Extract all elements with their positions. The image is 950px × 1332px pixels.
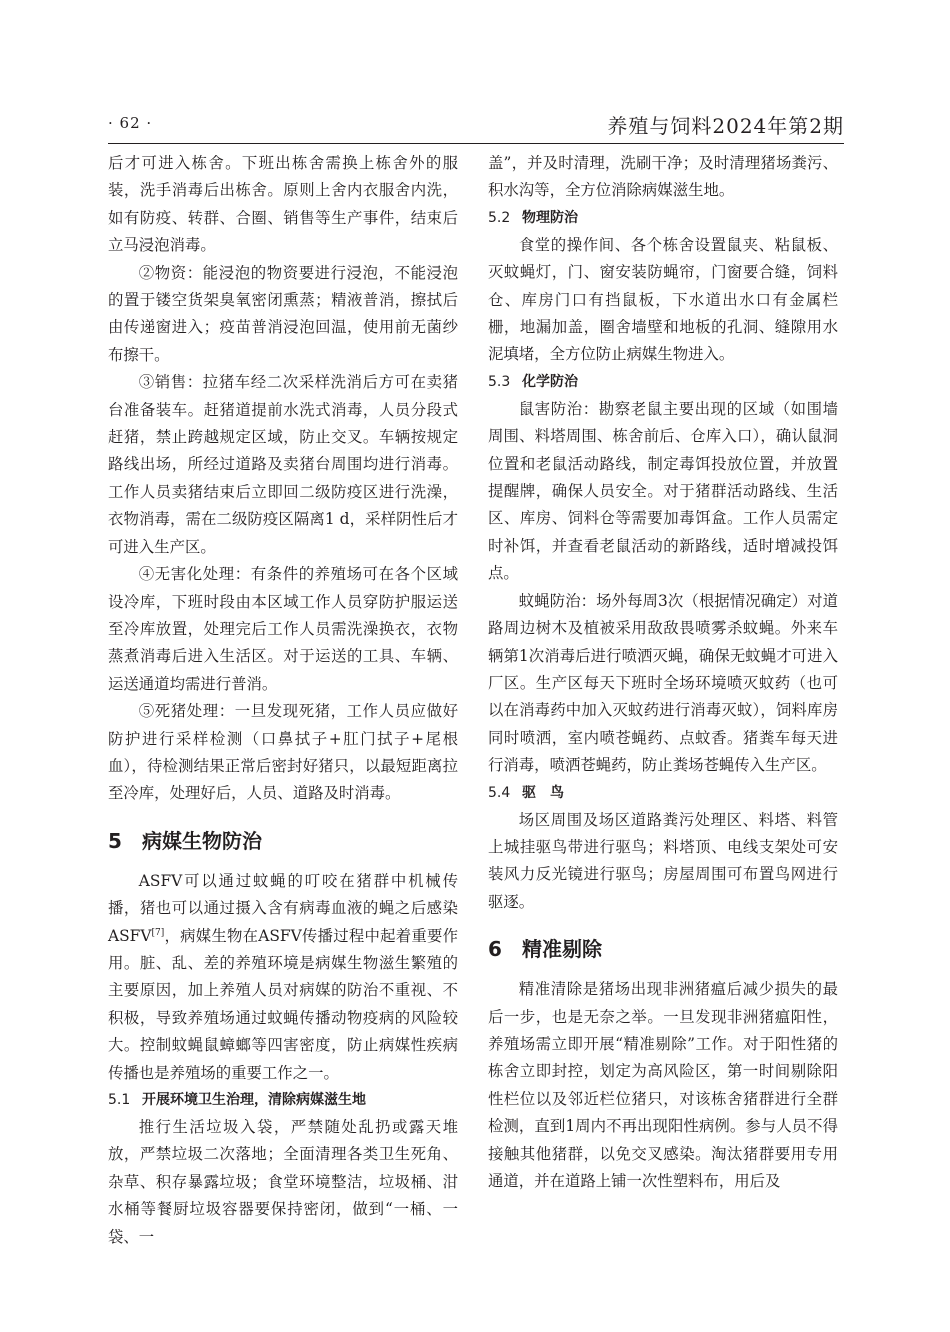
header-rule — [108, 143, 844, 144]
subsection-heading-5-2 — [488, 205, 838, 232]
paragraph: 推行生活垃圾入袋，严禁随处乱扔或露天堆放，严禁垃圾二次落地；全面清理各类卫生死角、杂草、积存暴露垃圾；食堂环境整洁，垃圾桶、泔水桶等餐厨垃圾容器要保持密闭，做到“一桶、一袋、一 — [108, 1118, 458, 1246]
subsection-heading-5-1 — [108, 1087, 458, 1114]
subsection-number: 5.4 — [488, 784, 511, 801]
subsection-number: 5.2 — [488, 209, 511, 226]
paragraph: ⑤死猪处理：一旦发现死猪，工作人员应做好防护进行采样检测（口鼻拭子+肛门拭子+尾根血），待检测结果正常后密封好猪只，以最短距离拉至冷库，处理好后，人员、道路及时消毒。 — [108, 702, 458, 803]
paragraph: 精准清除是猪场出现非洲猪瘟后减少损失的最后一步，也是无奈之举。一旦发现非洲猪瘟阳性，养殖场需立即开展“精准剔除”工作。对于阳性猪的栋舍立即封控，划定为高风险区，第一时间剔除阳性栏位以及邻近栏位猪只，对该栋舍猪群进行全群检测，直到1周内不再出现阳性病例。参与人员不得接触其他猪群，以免交叉感染。淘汰猪群要用专用通道，并在道路上铺一次性塑料布，用后及 — [488, 980, 838, 1190]
paragraph: ②物资：能浸泡的物资要进行浸泡，不能浸泡的置于镂空货架臭氧密闭熏蒸；精液普消，擦拭后由传递窗进入；疫苗普消浸泡回温，使用前无菌纱布擦干。 — [108, 263, 458, 364]
section-title: 病媒生物防治 — [142, 828, 262, 853]
paragraph: 场区周围及场区道路粪污处理区、料塔、料管上城挂驱鸟带进行驱鸟；料塔顶、电线支架处可安装风力反光镜进行驱鸟；房屋周围可布置鸟网进行驱逐。 — [488, 810, 838, 911]
subsection-heading-5-3 — [488, 369, 838, 396]
paragraph-text: ，病媒生物在ASFV传播过程中起着重要作用。脏、乱、差的养殖环境是病媒生物滋生繁殖的主要原因，加上养殖人员对病媒的防治不重视、不积极，导致养殖场通过蚊蝇传播动物疫病的风险较大。控制蚊蝇鼠蟑螂等四害密度，防止病媒性疾病传播也是养殖场的重要工作之一。 — [108, 926, 458, 1082]
section-number: 6 — [488, 937, 502, 962]
paragraph: 盖”，并及时清理，洗刷干净；及时清理猪场粪污、积水沟等，全方位消除病媒滋生地。 — [488, 154, 838, 200]
subsection-title: 物理防治 — [522, 209, 578, 226]
right-column — [488, 150, 838, 1195]
section-title: 精准剔除 — [522, 937, 602, 962]
subsection-heading-5-4 — [488, 780, 838, 807]
subsection-title: 开展环境卫生治理，清除病媒滋生地 — [142, 1092, 366, 1108]
paragraph: ④无害化处理：有条件的养殖场可在各个区域设冷库，下班时段由本区域工作人员穿防护服运送至冷库放置，处理完后工作人员需洗澡换衣，衣物蒸煮消毒后进入生活区。对于运送的工具、车辆、运送通道均需进行普消。 — [108, 565, 458, 693]
paragraph-text: ASFV可以通过蚊蝇的叮咬在猪群中机械传播，猪也可以通过摄入含有病毒血液的蝇之后感染ASFV — [108, 871, 458, 945]
section-heading-6 — [488, 934, 838, 964]
paragraph: 鼠害防治：勘察老鼠主要出现的区域（如围墙周围、料塔周围、栋舍前后、仓库入口），确认鼠洞位置和老鼠活动路线，制定毒饵投放位置，并放置提醒牌，确保人员安全。对于猪群活动路线、生活区、库房、饲料仓等需要加毒饵盒。工作人员需定时补饵，并查看老鼠活动的新路线，适时增减投饵点。 — [488, 399, 838, 583]
paragraph: 蚊蝇防治：场外每周3次（根据情况确定）对道路周边树木及植被采用敌敌畏喷雾杀蚊蝇。外来车辆第1次消毒后进行喷洒灭蝇，确保无蚊蝇才可进入厂区。生产区每天下班时全场环境喷灭蚊药（也可以在消毒药中加入灭蚊药进行消毒灭蚊），饲料库房同时喷洒，室内喷苍蝇药、点蚊香。猪粪车每天进行消毒，喷洒苍蝇药，防止粪场苍蝇传入生产区。 — [488, 591, 838, 775]
page-header — [108, 110, 844, 140]
subsection-title: 驱 鸟 — [522, 784, 564, 801]
citation: [7] — [151, 927, 165, 938]
section-heading-5 — [108, 826, 458, 856]
section-number: 5 — [108, 828, 122, 853]
journal-title: 养殖与饲料2024年第2期 — [607, 114, 844, 138]
subsection-number: 5.1 — [108, 1092, 131, 1108]
subsection-title: 化学防治 — [522, 373, 578, 390]
subsection-number: 5.3 — [488, 373, 511, 390]
paragraph: 食堂的操作间、各个栋舍设置鼠夹、粘鼠板、灭蚊蝇灯，门、窗安装防蝇帘，门窗要合缝，饲料仓、库房门口有挡鼠板，下水道出水口有金属栏栅，地漏加盖，圈舍墙壁和地板的孔洞、缝隙用水泥填堵，全方位防止病媒生物进入。 — [488, 235, 838, 364]
paragraph — [108, 868, 458, 1087]
left-column — [108, 150, 458, 1251]
page-number: · 62 · — [108, 114, 153, 132]
paragraph: ③销售：拉猪车经二次采样洗消后方可在卖猪台准备装车。赶猪道提前水洗式消毒，人员分段式赶猪，禁止跨越规定区域，防止交叉。车辆按规定路线出场，所经过道路及卖猪台周围均进行消毒。工作人员卖猪结束后立即回二级防疫区进行洗澡，衣物消毒，需在二级防疫区隔离1 d，采样阴性后才可进入生产区。 — [108, 373, 458, 556]
paragraph: 后才可进入栋舍。下班出栋舍需换上栋舍外的服装，洗手消毒后出栋舍。原则上舍内衣服舍内洗，如有防疫、转群、合圈、销售等生产事件，结束后立马浸泡消毒。 — [108, 154, 458, 255]
